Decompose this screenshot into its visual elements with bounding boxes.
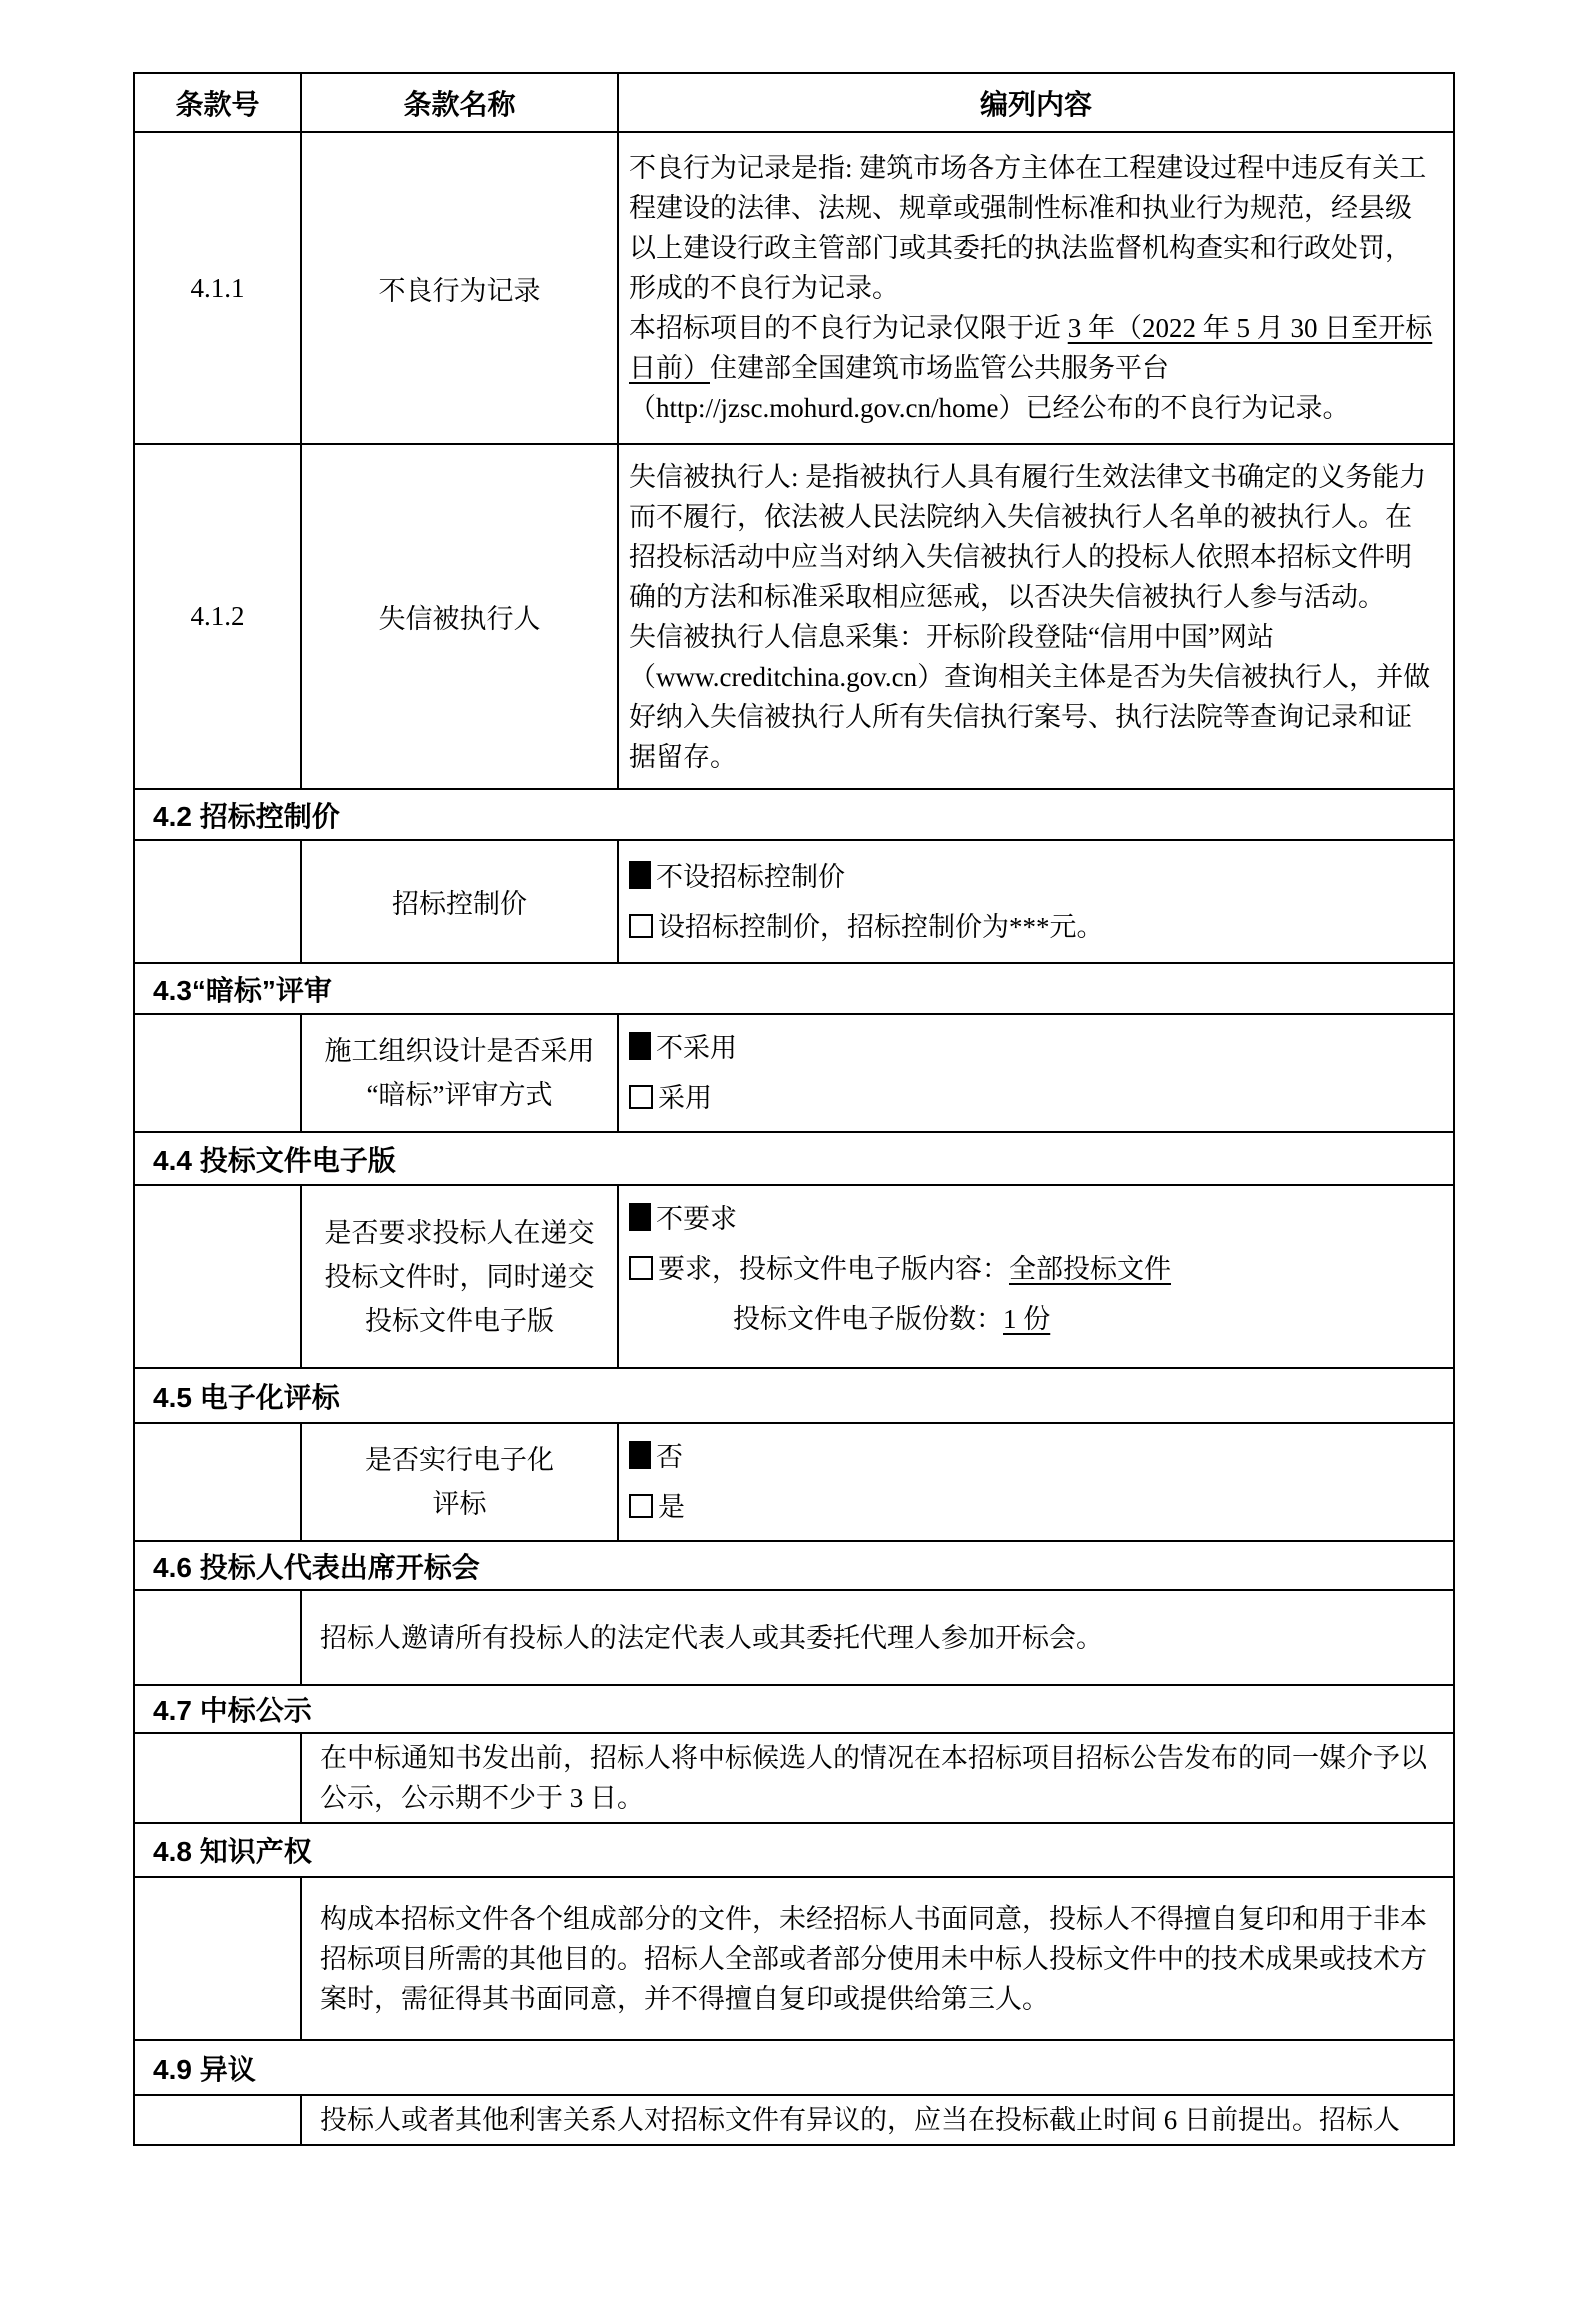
option-label: 采用 [658,1083,712,1113]
clause-name: 不良行为记录 [301,132,618,444]
checkbox-unchecked-icon [629,914,653,938]
option-line [629,1244,1435,1294]
section-row-4-8 [134,1823,1454,1877]
checkbox-checked-icon [629,1441,651,1469]
header-clause-name: 条款名称 [301,73,618,132]
section-title: 4.2 招标控制价 [134,789,1454,840]
option-line [733,1294,1435,1344]
clause-name [301,1014,618,1132]
underlined-text: 全部投标文件 [1009,1254,1171,1284]
option-label: 不要求 [656,1204,737,1234]
name-line: 是否要求投标人在递交 [324,1217,595,1248]
clause-name: 失信被执行人 [301,444,618,789]
option-label: 否 [656,1442,683,1472]
clause-content-cell [618,1423,1454,1541]
empty-cell [134,1423,301,1541]
option-label: 要求，投标文件电子版内容： [658,1254,1009,1284]
section-title: 4.5 电子化评标 [134,1368,1454,1423]
section-title: 4.8 知识产权 [134,1823,1454,1877]
checkbox-unchecked-icon [629,1085,653,1109]
header-clause-content: 编列内容 [618,73,1454,132]
clause-number: 4.1.2 [134,444,301,789]
section-title: 4.3“暗标”评审 [134,963,1454,1014]
clause-row-4-1-2 [134,444,1454,789]
empty-cell [134,1185,301,1368]
clause-number: 4.1.1 [134,132,301,444]
name-line: 是否实行电子化 [365,1445,554,1475]
option-label: 是 [658,1492,685,1522]
empty-cell [134,1590,301,1685]
note-row-4-9 [134,2095,1454,2145]
option-line [629,1073,1435,1123]
name-line: 投标文件电子版 [365,1305,554,1336]
name-line: 施工组织设计是否采用 [324,1036,595,1066]
name-line: 评标 [432,1489,487,1519]
section-title: 4.4 投标文件电子版 [134,1132,1454,1185]
empty-cell [134,1877,301,2040]
header-row [134,73,1454,132]
empty-cell [134,1733,301,1823]
text-segment: 本招标项目的不良行为记录仅限于近 [629,313,1068,343]
underlined-text: 1 份 [1003,1304,1051,1334]
section-title: 4.6 投标人代表出席开标会 [134,1541,1454,1590]
option-row-4-4 [134,1185,1454,1368]
paragraph: 不良行为记录是指: 建筑市场各方主体在工程建设过程中违反有关工程建设的法律、法规、规章或强制性标准和执业行为规范，经县级以上建设行政主管部门或其委托的执法监督机构查实和行政处罚，形成的不良行为记录。 [629,153,1427,303]
option-line [629,902,1435,952]
section-row-4-3 [134,963,1454,1014]
section-row-4-9 [134,2040,1454,2095]
checkbox-unchecked-icon [629,1256,653,1280]
option-line [629,852,1435,902]
section-title: 4.9 异议 [134,2040,1454,2095]
empty-cell [134,1014,301,1132]
clause-content-cell [618,840,1454,963]
section-row-4-6 [134,1541,1454,1590]
section-row-4-5 [134,1368,1454,1423]
document-page [0,72,1587,2317]
note-content: 招标人邀请所有投标人的法定代表人或其委托代理人参加开标会。 [301,1590,1454,1685]
clause-content-cell [618,1014,1454,1132]
note-content: 在中标通知书发出前，招标人将中标候选人的情况在本招标项目招标公告发布的同一媒介予以公示，公示期不少于 3 日。 [301,1733,1454,1823]
clause-content-cell [618,444,1454,789]
paragraph [629,308,1435,428]
note-row-4-8 [134,1877,1454,2040]
clause-name [301,1423,618,1541]
paragraph: 失信被执行人: 是指被执行人具有履行生效法律文书确定的义务能力而不履行，依法被人民法院纳入失信被执行人名单的被执行人。在招投标活动中应当对纳入失信被执行人的投标人依照本招标文件明确的方法和标准采取相应惩戒，以否决失信被执行人参与活动。 [629,461,1427,612]
underlined-text: 3 年（2022 年 5 月 30 日至开标日前） [629,313,1433,383]
option-label: 不采用 [656,1033,737,1063]
empty-cell [134,2095,301,2145]
name-line: “暗标”评审方式 [366,1080,553,1110]
text-segment: 住建部全国建筑市场监管公共服务平台（http://jzsc.mohurd.gov.cn/home）已经公布的不良行为记录。 [629,353,1350,423]
clause-name: 招标控制价 [301,840,618,963]
option-label: 设招标控制价，招标控制价为***元。 [658,911,1104,942]
note-content: 投标人或者其他利害关系人对招标文件有异议的，应当在投标截止时间 6 日前提出。招标人 [301,2095,1454,2145]
note-row-4-6 [134,1590,1454,1685]
option-row-4-5 [134,1423,1454,1541]
option-line [629,1023,1435,1073]
option-label: 投标文件电子版份数： [733,1304,1003,1334]
note-content: 构成本招标文件各个组成部分的文件，未经招标人书面同意，投标人不得擅自复印和用于非本招标项目所需的其他目的。招标人全部或者部分使用未中标人投标文件中的技术成果或技术方案时，需征得其书面同意，并不得擅自复印或提供给第三人。 [301,1877,1454,2040]
option-row-4-3 [134,1014,1454,1132]
section-title: 4.7 中标公示 [134,1685,1454,1733]
option-line [629,1482,1435,1532]
clause-conditions-table [133,72,1455,2146]
checkbox-checked-icon [629,1032,651,1060]
checkbox-checked-icon [629,861,651,889]
clause-row-4-1-1 [134,132,1454,444]
section-row-4-7 [134,1685,1454,1733]
name-line: 投标文件时，同时递交 [324,1261,595,1292]
clause-content-cell [618,1185,1454,1368]
checkbox-unchecked-icon [629,1494,653,1518]
section-row-4-4 [134,1132,1454,1185]
paragraph: 失信被执行人信息采集：开标阶段登陆“信用中国”网站（www.creditchina.gov.cn）查询相关主体是否为失信被执行人，并做好纳入失信被执行人所有失信执行案号、执行法院等查询记录和证据留存。 [629,621,1431,772]
option-row-4-2 [134,840,1454,963]
section-row-4-2 [134,789,1454,840]
option-label: 不设招标控制价 [656,861,845,892]
option-line [629,1194,1435,1244]
clause-content-cell [618,132,1454,444]
note-row-4-7 [134,1733,1454,1823]
header-clause-no: 条款号 [134,73,301,132]
option-line [629,1432,1435,1482]
checkbox-checked-icon [629,1203,651,1231]
empty-cell [134,840,301,963]
clause-name [301,1185,618,1368]
